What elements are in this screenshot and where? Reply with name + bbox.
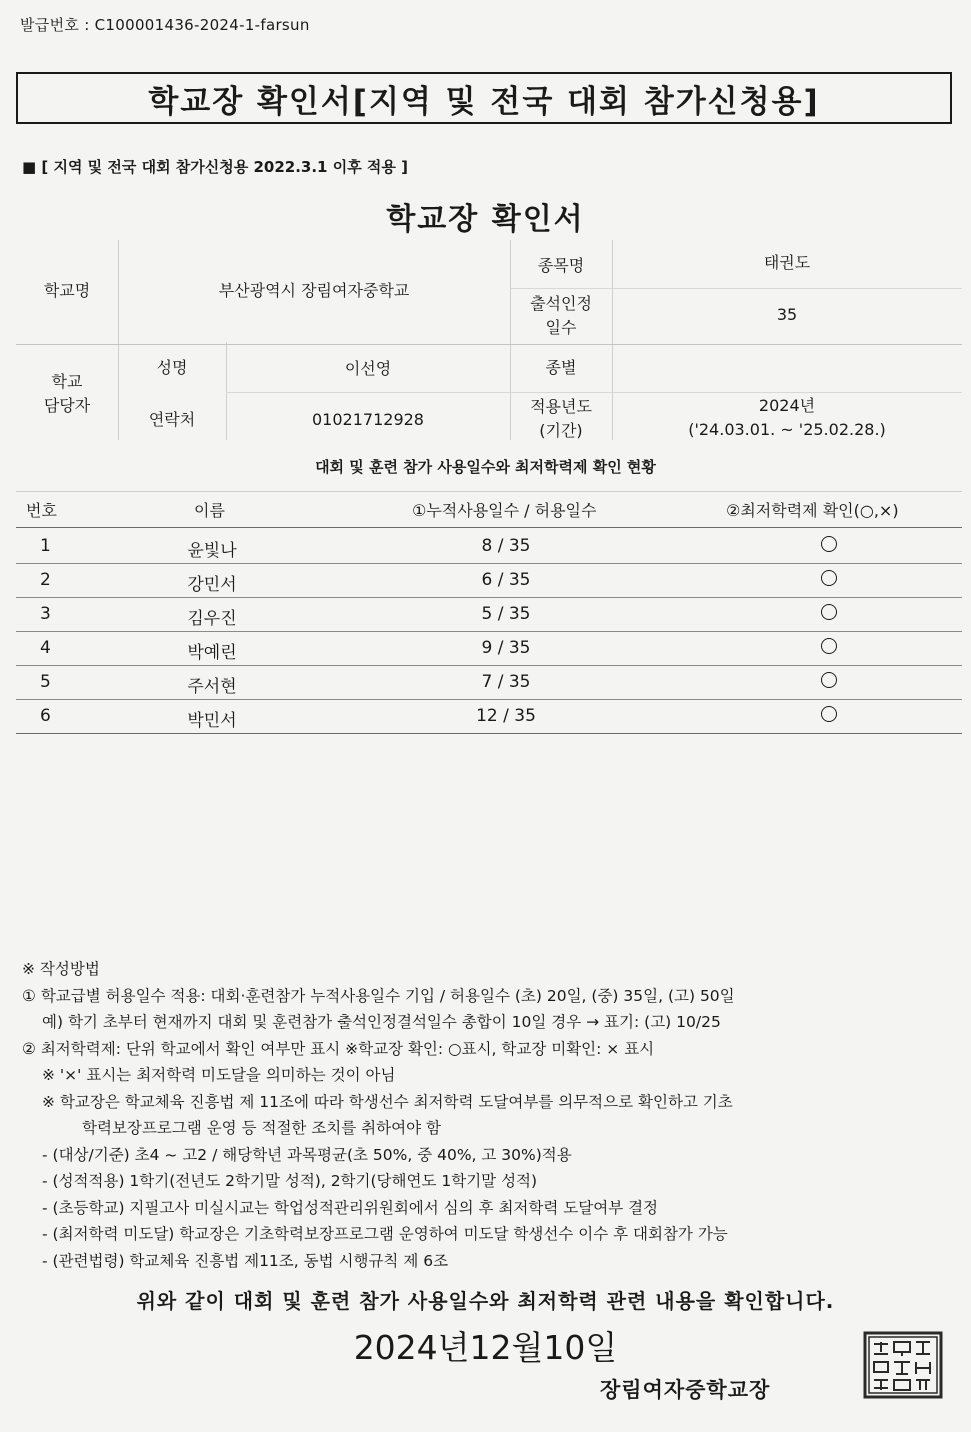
- row-days: 12 / 35: [476, 706, 536, 726]
- signer-title: 장림여자중학교장: [600, 1378, 771, 1402]
- guide-line: - (최저학력 미도달) 학교장은 기초학력보장프로그램 운영하여 미도달 학생선수 이수 후 대회참가 가능: [42, 1225, 728, 1243]
- guide-line: 학력보장프로그램 운영 등 적절한 조치를 취하여야 함: [82, 1119, 441, 1137]
- table-row: [16, 665, 962, 699]
- col-header-days: ①누적사용일수 / 허용일수: [412, 501, 597, 520]
- row-days: 9 / 35: [481, 638, 531, 658]
- check-circle-icon: [818, 533, 842, 557]
- row-name: 주서현: [187, 677, 237, 697]
- guide-line: - (성적적용) 1학기(전년도 2학기말 성적), 2학기(당해연도 1학기말 성적): [42, 1172, 538, 1190]
- manager-label: 학교 담당자: [43, 372, 91, 415]
- confirmation-statement: 위와 같이 대회 및 훈련 참가 사용일수와 최저학력 관련 내용을 확인합니다.: [136, 1289, 835, 1313]
- category-value: [612, 346, 962, 390]
- writing-guide: [22, 956, 922, 1274]
- col-header-name: 이름: [194, 501, 225, 520]
- guide-line: ※ '×' 표시는 최저학력 미도달을 의미하는 것이 아님: [42, 1066, 396, 1084]
- check-circle-icon: [818, 567, 842, 591]
- guide-line: - (초등학교) 지필고사 미실시교는 학업성적관리위원회에서 심의 후 최저학력 도달여부 결정: [42, 1198, 659, 1217]
- year-label: 적용년도 (기간): [530, 397, 592, 440]
- row-number: 4: [40, 638, 51, 658]
- staff-name-label: 성명: [156, 358, 188, 377]
- table-row: [16, 597, 962, 631]
- row-days: 7 / 35: [481, 672, 531, 692]
- row-number: 6: [40, 706, 51, 726]
- row-number: 5: [40, 672, 51, 692]
- table-row: [16, 529, 962, 563]
- event-value: 태권도: [763, 253, 811, 272]
- row-number: 2: [40, 570, 51, 590]
- guide-line: - (대상/기준) 초4 ~ 고2 / 해당학년 과목평균(초 50%, 중 40%, 고 30%)적용: [42, 1145, 572, 1164]
- table-row: [16, 563, 962, 597]
- guide-title: ※ 작성방법: [22, 960, 100, 978]
- row-name: 박민서: [187, 711, 237, 731]
- row-name: 강민서: [187, 575, 237, 595]
- row-days: 5 / 35: [481, 604, 531, 624]
- check-circle-icon: [818, 703, 842, 727]
- guide-line: ② 최저학력제: 단위 학교에서 확인 여부만 표시 ※학교장 확인: ○표시, 학교장 미확인: × 표시: [22, 1039, 655, 1058]
- table-row: [16, 699, 962, 733]
- contact-label: 연락처: [148, 410, 196, 429]
- row-days: 8 / 35: [481, 536, 531, 556]
- event-label: 종목명: [537, 256, 585, 275]
- school-name-label: 학교명: [43, 281, 91, 300]
- attendance-value: 35: [776, 305, 798, 324]
- row-days: 6 / 35: [481, 570, 531, 590]
- official-seal-icon: [862, 1330, 944, 1400]
- guide-line: ① 학교급별 허용일수 적용: 대회·훈련참가 누적사용일수 기입 / 허용일수 (초) 20일, (중) 35일, (고) 50일: [22, 986, 735, 1005]
- guide-line: ※ 학교장은 학교체육 진흥법 제 11조에 따라 학생선수 최저학력 도달여부를 의무적으로 확인하고 기초: [42, 1092, 733, 1111]
- section-heading: 대회 및 훈련 참가 사용일수와 최저학력제 확인 현황: [315, 458, 656, 476]
- category-label: 종별: [545, 358, 577, 377]
- issue-date: 2024년12월10일: [353, 1328, 618, 1367]
- notice-line: ■ [ 지역 및 전국 대회 참가신청용 2022.3.1 이후 적용 ]: [22, 158, 408, 176]
- school-name-value: 부산광역시 장림여자중학교: [218, 281, 410, 300]
- row-name: 윤빛나: [187, 541, 237, 561]
- staff-name-value: 이선영: [344, 359, 392, 378]
- document-title: 학교장 확인서: [386, 202, 585, 237]
- row-number: 1: [40, 536, 51, 556]
- row-name: 김우진: [187, 609, 237, 629]
- guide-line: 예) 학기 초부터 현재까지 대회 및 훈련참가 출석인정결석일수 총합이 10일 경우 → 표기: (고) 10/25: [42, 1013, 721, 1031]
- year-value: 2024년 ('24.03.01. ~ '25.02.28.): [688, 396, 886, 439]
- row-number: 3: [40, 604, 51, 624]
- row-name: 박예린: [187, 643, 237, 663]
- guide-line: - (관련법령) 학교체육 진흥법 제11조, 동법 시행규칙 제 6조: [42, 1251, 449, 1270]
- check-circle-icon: [818, 669, 842, 693]
- col-header-number: 번호: [26, 501, 57, 520]
- check-circle-icon: [818, 601, 842, 625]
- contact-value: 01021712928: [312, 410, 424, 429]
- issue-number: 발급번호 : C100001436-2024-1-farsun: [20, 16, 310, 34]
- table-row: [16, 631, 962, 665]
- check-circle-icon: [818, 635, 842, 659]
- col-header-check: ②최저학력제 확인(○,×): [726, 501, 899, 520]
- header-title: 학교장 확인서[지역 및 전국 대회 참가신청용]: [16, 72, 952, 124]
- attendance-label: 출석인정 일수: [530, 294, 592, 337]
